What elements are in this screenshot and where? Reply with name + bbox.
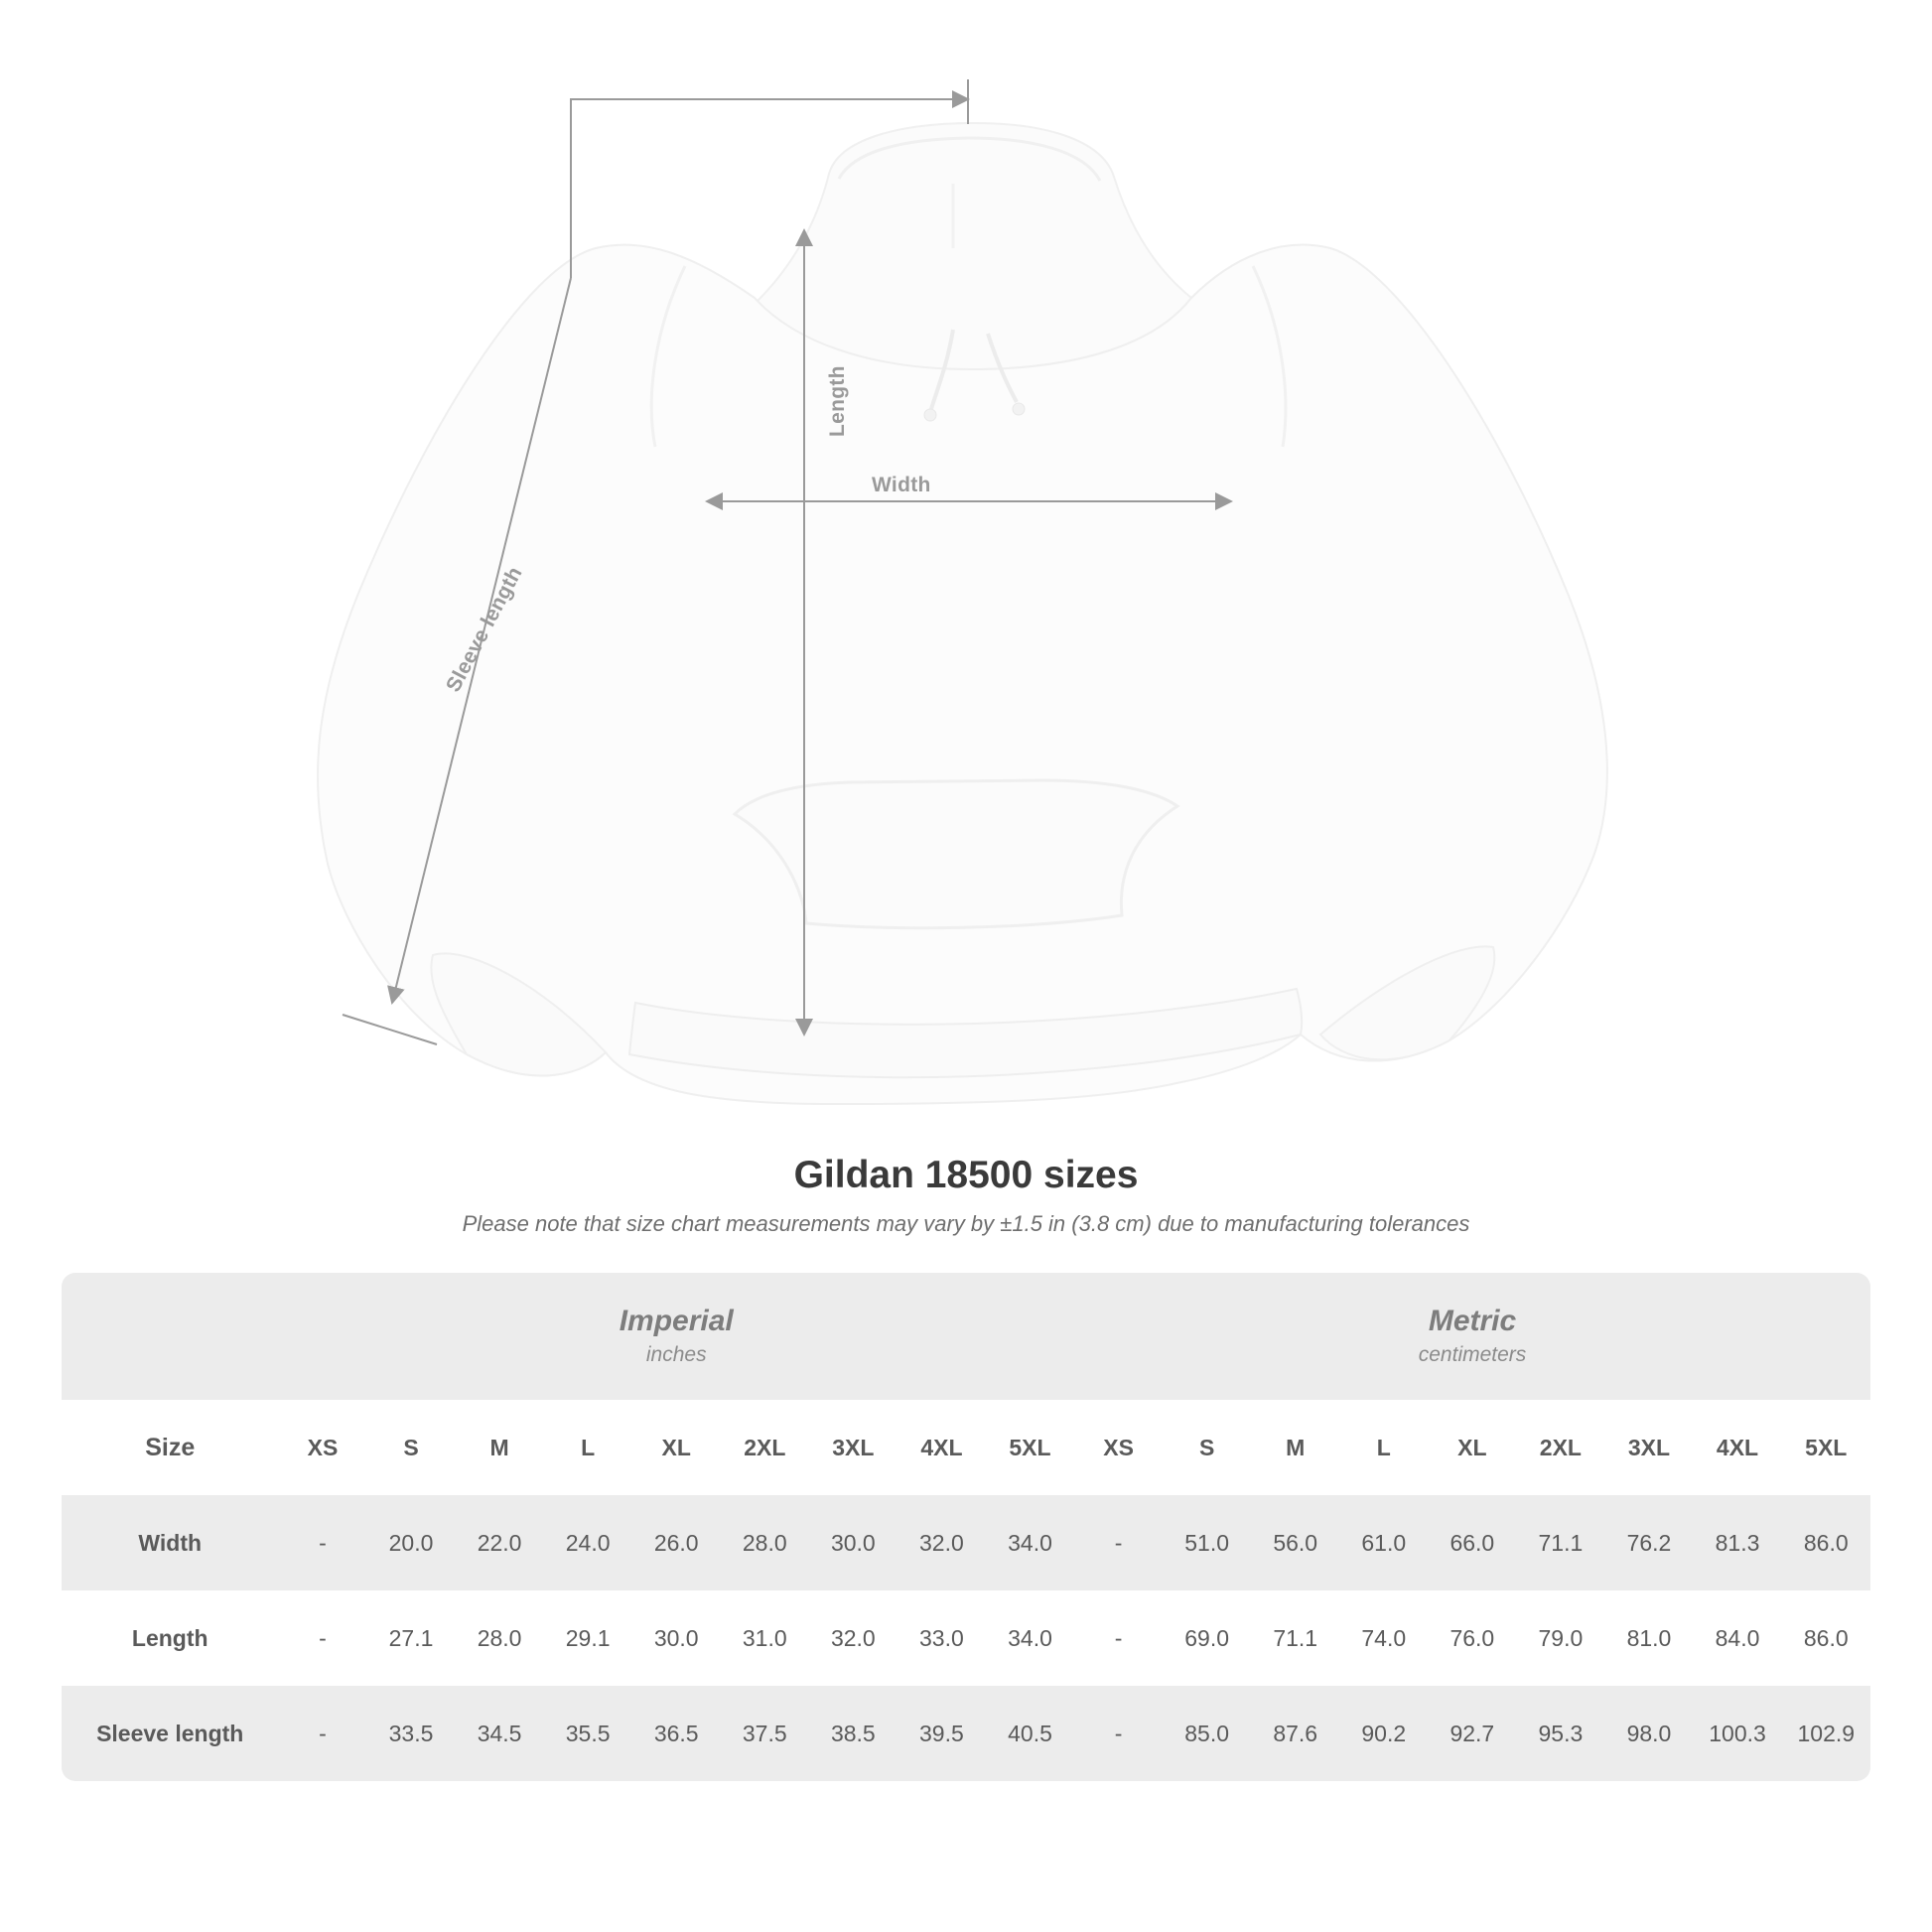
row-label-sleeve-length: Sleeve length	[62, 1686, 278, 1781]
header-size: Size	[62, 1400, 278, 1495]
cell-width-imperial-l: 24.0	[544, 1495, 632, 1590]
cell-width-metric-3xl: 76.2	[1604, 1495, 1693, 1590]
cell-length-imperial-4xl: 33.0	[897, 1590, 986, 1686]
imperial-label: Imperial	[619, 1304, 734, 1337]
metric-group-header	[1074, 1273, 1870, 1400]
metric-label: Metric	[1428, 1304, 1517, 1337]
header-imperial-4xl: 4XL	[897, 1400, 986, 1495]
cell-width-imperial-xs: -	[278, 1495, 366, 1590]
cell-length-metric-l: 74.0	[1339, 1590, 1428, 1686]
cell-sleeve-imperial-2xl: 37.5	[721, 1686, 809, 1781]
header-imperial-xs: XS	[278, 1400, 366, 1495]
cell-width-imperial-4xl: 32.0	[897, 1495, 986, 1590]
table-row	[62, 1686, 1870, 1781]
header-metric-4xl: 4XL	[1693, 1400, 1781, 1495]
cell-width-imperial-m: 22.0	[456, 1495, 544, 1590]
width-label: Width	[872, 474, 931, 496]
cell-sleeve-metric-5xl: 102.9	[1782, 1686, 1870, 1781]
header-imperial-l: L	[544, 1400, 632, 1495]
row-label-width: Width	[62, 1495, 278, 1590]
cell-sleeve-imperial-s: 33.5	[367, 1686, 456, 1781]
cell-width-metric-xl: 66.0	[1428, 1495, 1516, 1590]
cell-width-imperial-2xl: 28.0	[721, 1495, 809, 1590]
unit-banner-row	[62, 1273, 1870, 1400]
header-metric-5xl: 5XL	[1782, 1400, 1870, 1495]
cell-width-metric-5xl: 86.0	[1782, 1495, 1870, 1590]
cell-sleeve-imperial-5xl: 40.5	[986, 1686, 1074, 1781]
cell-length-imperial-l: 29.1	[544, 1590, 632, 1686]
row-label-length: Length	[62, 1590, 278, 1686]
cell-sleeve-imperial-4xl: 39.5	[897, 1686, 986, 1781]
cell-sleeve-metric-xl: 92.7	[1428, 1686, 1516, 1781]
header-imperial-s: S	[367, 1400, 456, 1495]
cell-length-metric-s: 69.0	[1163, 1590, 1251, 1686]
tolerance-note: Please note that size chart measurements may vary by ±1.5 in (3.8 cm) due to manufacturing tolerances	[462, 1211, 1470, 1236]
cell-sleeve-imperial-xs: -	[278, 1686, 366, 1781]
imperial-unit: inches	[645, 1343, 707, 1366]
cell-length-imperial-3xl: 32.0	[809, 1590, 897, 1686]
cell-sleeve-metric-3xl: 98.0	[1604, 1686, 1693, 1781]
cell-width-metric-2xl: 71.1	[1516, 1495, 1604, 1590]
header-metric-l: L	[1339, 1400, 1428, 1495]
cell-length-metric-xs: -	[1074, 1590, 1163, 1686]
cell-sleeve-metric-s: 85.0	[1163, 1686, 1251, 1781]
cell-sleeve-imperial-3xl: 38.5	[809, 1686, 897, 1781]
cell-sleeve-imperial-l: 35.5	[544, 1686, 632, 1781]
metric-unit: centimeters	[1418, 1343, 1527, 1366]
header-imperial-xl: XL	[632, 1400, 721, 1495]
cell-width-metric-m: 56.0	[1251, 1495, 1339, 1590]
cell-sleeve-imperial-m: 34.5	[456, 1686, 544, 1781]
size-table-container	[62, 1273, 1870, 1781]
cell-width-metric-4xl: 81.3	[1693, 1495, 1781, 1590]
imperial-group-header	[278, 1273, 1074, 1400]
cell-sleeve-metric-xs: -	[1074, 1686, 1163, 1781]
header-metric-xs: XS	[1074, 1400, 1163, 1495]
table-row	[62, 1495, 1870, 1590]
header-metric-m: M	[1251, 1400, 1339, 1495]
size-header-row	[62, 1400, 1870, 1495]
table-corner	[62, 1273, 278, 1400]
length-label: Length	[826, 365, 849, 437]
cell-width-metric-s: 51.0	[1163, 1495, 1251, 1590]
cell-width-metric-l: 61.0	[1339, 1495, 1428, 1590]
cell-width-imperial-s: 20.0	[367, 1495, 456, 1590]
cell-sleeve-imperial-xl: 36.5	[632, 1686, 721, 1781]
page-title: Gildan 18500 sizes	[793, 1154, 1139, 1196]
cell-length-imperial-m: 28.0	[456, 1590, 544, 1686]
header-imperial-3xl: 3XL	[809, 1400, 897, 1495]
cell-sleeve-metric-2xl: 95.3	[1516, 1686, 1604, 1781]
sleeve-length-label: Sleeve length	[442, 563, 527, 696]
cell-width-imperial-5xl: 34.0	[986, 1495, 1074, 1590]
cell-sleeve-metric-l: 90.2	[1339, 1686, 1428, 1781]
cell-width-imperial-xl: 26.0	[632, 1495, 721, 1590]
hoodie-garment	[318, 123, 1607, 1104]
title-block	[0, 1154, 1932, 1237]
cell-length-metric-2xl: 79.0	[1516, 1590, 1604, 1686]
cell-length-metric-xl: 76.0	[1428, 1590, 1516, 1686]
cell-width-imperial-3xl: 30.0	[809, 1495, 897, 1590]
cell-length-imperial-xs: -	[278, 1590, 366, 1686]
header-metric-s: S	[1163, 1400, 1251, 1495]
header-metric-3xl: 3XL	[1604, 1400, 1693, 1495]
cell-width-metric-xs: -	[1074, 1495, 1163, 1590]
header-imperial-5xl: 5XL	[986, 1400, 1074, 1495]
cell-length-imperial-xl: 30.0	[632, 1590, 721, 1686]
table-row	[62, 1590, 1870, 1686]
cell-length-metric-m: 71.1	[1251, 1590, 1339, 1686]
cell-length-imperial-2xl: 31.0	[721, 1590, 809, 1686]
header-metric-2xl: 2XL	[1516, 1400, 1604, 1495]
cell-sleeve-metric-m: 87.6	[1251, 1686, 1339, 1781]
cell-length-metric-3xl: 81.0	[1604, 1590, 1693, 1686]
cell-length-metric-4xl: 84.0	[1693, 1590, 1781, 1686]
header-imperial-m: M	[456, 1400, 544, 1495]
cell-length-imperial-s: 27.1	[367, 1590, 456, 1686]
cell-sleeve-metric-4xl: 100.3	[1693, 1686, 1781, 1781]
header-imperial-2xl: 2XL	[721, 1400, 809, 1495]
header-metric-xl: XL	[1428, 1400, 1516, 1495]
size-table	[62, 1273, 1870, 1781]
cell-length-imperial-5xl: 34.0	[986, 1590, 1074, 1686]
cell-length-metric-5xl: 86.0	[1782, 1590, 1870, 1686]
